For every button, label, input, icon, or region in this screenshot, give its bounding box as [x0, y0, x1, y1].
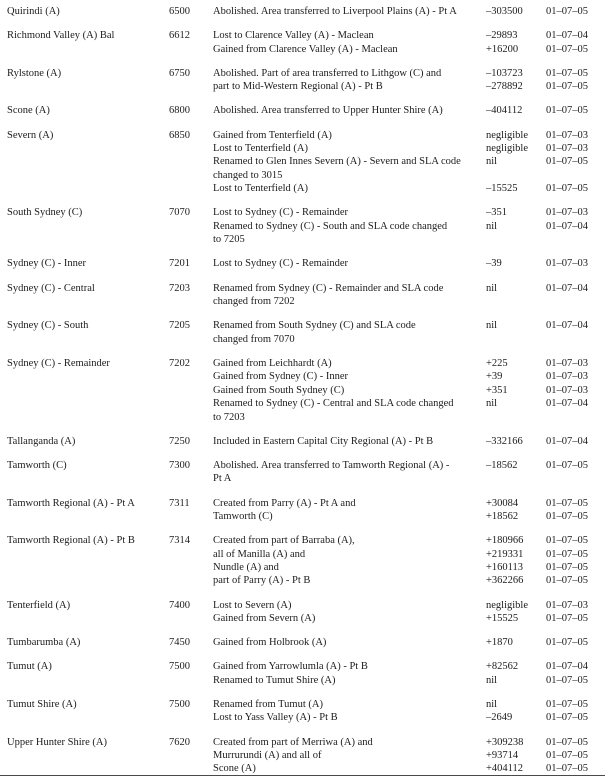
adjustment-cell — [486, 411, 546, 424]
description-cell: changed from 7202 — [213, 296, 295, 308]
date-cell: 01–07–05 — [546, 535, 588, 547]
area-name-cell: Severn (A) — [7, 129, 54, 141]
change-line — [213, 762, 605, 775]
code-cell: 7311 — [169, 497, 190, 509]
change-line — [213, 561, 605, 574]
code-cell: 7250 — [169, 435, 190, 447]
description-cell: Renamed from South Sydney (C) and SLA code — [213, 320, 416, 332]
adjustment-cell: –351 — [486, 207, 507, 219]
date-cell: 01–07–05 — [546, 712, 588, 724]
table-row — [7, 534, 605, 588]
code-cell: 6612 — [169, 30, 190, 42]
change-lines — [213, 104, 605, 117]
change-line — [213, 574, 605, 587]
change-line — [213, 169, 605, 182]
change-lines — [213, 206, 605, 246]
date-cell: 01–07–05 — [546, 6, 588, 17]
description-cell: Created from part of Barraba (A), — [213, 535, 355, 547]
adjustment-cell: –404112 — [486, 105, 523, 117]
adjustment-cell — [486, 333, 546, 346]
adjustment-cell: –103723 — [486, 67, 523, 79]
adjustment-cell: +351 — [486, 384, 508, 396]
adjustment-cell: –18562 — [486, 459, 518, 471]
change-line — [213, 333, 605, 346]
description-cell: Lost to Severn (A) — [213, 599, 292, 611]
description-cell: Lost to Tenterfield (A) — [213, 143, 309, 155]
change-line — [213, 5, 605, 18]
area-name-cell: Richmond Valley (A) Bal — [7, 30, 115, 42]
change-line — [213, 698, 605, 711]
description-cell: Gained from South Sydney (C) — [213, 384, 345, 396]
area-name-cell: Sydney (C) - Central — [7, 282, 95, 294]
adjustment-cell: +93714 — [486, 750, 519, 761]
description-cell: to 7205 — [213, 234, 245, 246]
change-line — [213, 182, 605, 195]
change-lines — [213, 29, 605, 56]
adjustment-cell: +160113 — [486, 561, 524, 573]
description-cell: Abolished. Area transferred to Tamworth Regional (A) - — [213, 459, 450, 471]
description-cell: Created from part of Merriwa (A) and — [213, 736, 373, 748]
date-cell: 01–07–04 — [546, 282, 588, 294]
adjustment-cell: nil — [486, 282, 498, 294]
adjustment-cell: negligible — [486, 143, 528, 155]
change-lines — [213, 319, 605, 346]
description-cell: Gained from Tenterfield (A) — [213, 129, 332, 141]
date-cell: 01–07–03 — [546, 143, 588, 155]
change-line — [213, 370, 605, 383]
date-cell: 01–07–03 — [546, 599, 588, 611]
area-name-cell: Sydney (C) - Inner — [7, 258, 87, 270]
date-cell: 01–07–04 — [546, 661, 588, 673]
change-lines — [213, 599, 605, 626]
date-cell: 01–07–03 — [546, 207, 588, 219]
adjustment-cell — [486, 169, 546, 182]
adjustment-cell: nil — [486, 156, 498, 168]
change-lines — [213, 67, 605, 94]
table-row — [7, 435, 605, 448]
change-line — [213, 534, 605, 547]
date-cell: 01–07–05 — [546, 674, 588, 686]
adjustment-cell: +225 — [486, 357, 508, 369]
change-line — [213, 472, 605, 485]
description-cell: Gained from Sydney (C) - Inner — [213, 371, 349, 383]
code-cell: 7205 — [169, 320, 190, 332]
table-row — [7, 599, 605, 626]
code-cell: 6500 — [169, 6, 190, 17]
code-cell: 7620 — [169, 736, 190, 748]
code-cell: 7203 — [169, 282, 190, 294]
adjustment-cell: –278892 — [486, 81, 523, 93]
date-cell — [546, 295, 605, 308]
date-cell: 01–07–04 — [546, 398, 588, 410]
change-lines — [213, 357, 605, 424]
table-row — [7, 104, 605, 117]
date-cell: 01–07–03 — [546, 258, 588, 270]
adjustment-cell: –303500 — [486, 6, 523, 17]
date-cell: 01–07–05 — [546, 575, 588, 587]
area-name-cell: Tumut Shire (A) — [7, 698, 77, 710]
change-line — [213, 599, 605, 612]
change-lines — [213, 5, 605, 18]
adjustment-cell: negligible — [486, 599, 528, 611]
date-cell — [546, 472, 605, 485]
adjustment-cell: nil — [486, 398, 498, 410]
table-row — [7, 736, 605, 776]
description-cell: to 7203 — [213, 411, 245, 423]
description-cell: Gained from Severn (A) — [213, 612, 316, 624]
adjustment-cell: +1870 — [486, 637, 513, 649]
change-line — [213, 548, 605, 561]
code-cell: 6800 — [169, 105, 190, 117]
description-cell: Renamed to Sydney (C) - Central and SLA code changed — [213, 398, 454, 410]
change-line — [213, 736, 605, 749]
adjustment-cell: +30084 — [486, 497, 519, 509]
description-cell: Gained from Holbrook (A) — [213, 637, 327, 649]
table-row — [7, 67, 605, 94]
change-line — [213, 142, 605, 155]
table-row — [7, 5, 605, 18]
date-cell: 01–07–03 — [546, 371, 588, 383]
area-name-cell: Upper Hunter Shire (A) — [7, 736, 108, 748]
change-line — [213, 295, 605, 308]
date-cell — [546, 233, 605, 246]
table-row — [7, 636, 605, 649]
table-row — [7, 497, 605, 524]
change-line — [213, 674, 605, 687]
adjustment-cell: nil — [486, 320, 498, 332]
area-name-cell: Tamworth Regional (A) - Pt A — [7, 497, 135, 509]
code-cell: 6750 — [169, 67, 190, 79]
table-row — [7, 206, 605, 246]
area-name-cell: Tamworth Regional (A) - Pt B — [7, 535, 135, 547]
area-name-cell: Tumbarumba (A) — [7, 637, 81, 649]
date-cell — [546, 169, 605, 182]
description-cell: Renamed to Glen Innes Severn (A) - Severn and SLA code — [213, 156, 461, 168]
adjustment-cell: +362266 — [486, 575, 524, 587]
date-cell: 01–07–05 — [546, 763, 588, 775]
adjustment-cell: –15525 — [486, 183, 518, 195]
description-cell: Abolished. Part of area transferred to Lithgow (C) and — [213, 67, 442, 79]
code-cell: 7300 — [169, 459, 190, 471]
area-name-cell: Tallanganda (A) — [7, 435, 76, 447]
change-line — [213, 660, 605, 673]
code-cell: 7400 — [169, 599, 190, 611]
date-cell: 01–07–05 — [546, 459, 588, 471]
change-lines — [213, 459, 605, 486]
area-name-cell: Rylstone (A) — [7, 67, 62, 79]
area-name-cell: Quirindi (A) — [7, 6, 60, 17]
table-row — [7, 319, 605, 346]
description-cell: part to Mid-Western Regional (A) - Pt B — [213, 81, 383, 93]
change-line — [213, 67, 605, 80]
change-line — [213, 233, 605, 246]
adjustment-cell: nil — [486, 674, 498, 686]
code-cell: 7500 — [169, 661, 190, 673]
description-cell: Abolished. Area transferred to Upper Hunter Shire (A) — [213, 105, 443, 117]
description-cell: Created from Parry (A) - Pt A and — [213, 497, 356, 509]
date-cell: 01–07–05 — [546, 510, 588, 522]
date-cell: 01–07–05 — [546, 105, 588, 117]
table-row — [7, 257, 605, 270]
description-cell: Lost to Sydney (C) - Remainder — [213, 258, 349, 270]
change-lines — [213, 497, 605, 524]
adjustment-cell: +309238 — [486, 736, 524, 748]
adjustment-cell: +180966 — [486, 535, 524, 547]
change-line — [213, 206, 605, 219]
change-lines — [213, 435, 605, 448]
change-lines — [213, 660, 605, 687]
date-cell: 01–07–05 — [546, 156, 588, 168]
adjustment-cell: +39 — [486, 371, 503, 383]
change-lines — [213, 282, 605, 309]
description-cell: Included in Eastern Capital City Regional (A) - Pt B — [213, 435, 434, 447]
code-cell: 7201 — [169, 258, 190, 270]
date-cell: 01–07–03 — [546, 384, 588, 396]
description-cell: changed from 7070 — [213, 333, 295, 345]
date-cell: 01–07–05 — [546, 736, 588, 748]
date-cell: 01–07–05 — [546, 67, 588, 79]
change-lines — [213, 534, 605, 588]
adjustment-cell: +404112 — [486, 763, 524, 775]
description-cell: Renamed to Sydney (C) - South and SLA code changed — [213, 220, 448, 232]
date-cell: 01–07–05 — [546, 561, 588, 573]
date-cell: 01–07–05 — [546, 43, 588, 55]
table-row — [7, 698, 605, 725]
date-cell: 01–07–05 — [546, 698, 588, 710]
date-cell: 01–07–05 — [546, 750, 588, 761]
change-line — [213, 435, 605, 448]
change-line — [213, 711, 605, 724]
table-row — [7, 282, 605, 309]
date-cell: 01–07–05 — [546, 81, 588, 93]
description-cell: Lost to Sydney (C) - Remainder — [213, 207, 349, 219]
description-cell: Lost to Clarence Valley (A) - Maclean — [213, 30, 374, 42]
description-cell: Tamworth (C) — [213, 510, 273, 522]
change-line — [213, 282, 605, 295]
date-cell: 01–07–03 — [546, 357, 588, 369]
table-row — [7, 129, 605, 196]
description-cell: Renamed to Tumut Shire (A) — [213, 674, 336, 686]
change-line — [213, 43, 605, 56]
table-row — [7, 29, 605, 56]
adjustment-cell — [486, 295, 546, 308]
change-lines — [213, 257, 605, 270]
area-name-cell: Tumut (A) — [7, 661, 52, 673]
area-name-cell: South Sydney (C) — [7, 207, 83, 219]
adjustment-cell: nil — [486, 698, 498, 710]
description-cell: all of Manilla (A) and — [213, 548, 306, 560]
date-cell: 01–07–05 — [546, 548, 588, 560]
change-lines — [213, 736, 605, 776]
change-lines — [213, 636, 605, 649]
description-cell: Abolished. Area transferred to Liverpool Plains (A) - Pt A — [213, 6, 457, 17]
adjustment-cell: +18562 — [486, 510, 519, 522]
description-cell: part of Parry (A) - Pt B — [213, 575, 311, 587]
changes-table — [7, 5, 605, 776]
change-line — [213, 129, 605, 142]
change-line — [213, 80, 605, 93]
description-cell: Pt A — [213, 473, 232, 485]
change-line — [213, 612, 605, 625]
adjustment-cell — [486, 233, 546, 246]
change-line — [213, 29, 605, 42]
change-line — [213, 319, 605, 332]
adjustment-cell: +15525 — [486, 612, 519, 624]
adjustment-cell — [486, 472, 546, 485]
date-cell: 01–07–04 — [546, 30, 588, 42]
change-lines — [213, 698, 605, 725]
description-cell: Scone (A) — [213, 763, 256, 775]
date-cell: 01–07–04 — [546, 435, 588, 447]
area-name-cell: Sydney (C) - Remainder — [7, 357, 110, 369]
change-line — [213, 104, 605, 117]
description-cell: Lost to Tenterfield (A) — [213, 183, 309, 195]
change-line — [213, 459, 605, 472]
adjustment-cell: –2649 — [486, 712, 513, 724]
change-lines — [213, 129, 605, 196]
adjustment-cell: –29893 — [486, 30, 518, 42]
code-cell: 7500 — [169, 698, 190, 710]
code-cell: 7070 — [169, 207, 190, 219]
change-line — [213, 749, 605, 762]
date-cell — [546, 411, 605, 424]
adjustment-cell: –39 — [486, 258, 502, 270]
table-row — [7, 357, 605, 424]
table-row — [7, 660, 605, 687]
adjustment-cell: +16200 — [486, 43, 519, 55]
area-name-cell: Tamworth (C) — [7, 459, 67, 471]
date-cell: 01–07–05 — [546, 497, 588, 509]
area-name-cell: Tenterfield (A) — [7, 599, 71, 611]
code-cell: 6850 — [169, 129, 190, 141]
code-cell: 7450 — [169, 637, 190, 649]
date-cell: 01–07–05 — [546, 637, 588, 649]
description-cell: Nundle (A) and — [213, 561, 279, 573]
date-cell: 01–07–03 — [546, 129, 588, 141]
area-name-cell: Scone (A) — [7, 105, 50, 117]
code-cell: 7314 — [169, 535, 190, 547]
change-line — [213, 155, 605, 168]
change-line — [213, 397, 605, 410]
date-cell — [546, 333, 605, 346]
description-cell: Gained from Leichhardt (A) — [213, 357, 332, 369]
change-line — [213, 220, 605, 233]
description-cell: Renamed from Tumut (A) — [213, 698, 323, 710]
description-cell: changed to 3015 — [213, 169, 283, 181]
table-row — [7, 459, 605, 486]
date-cell: 01–07–05 — [546, 183, 588, 195]
description-cell: Murrurundi (A) and all of — [213, 750, 322, 761]
adjustment-cell: +219331 — [486, 548, 524, 560]
description-cell: Gained from Clarence Valley (A) - Maclean — [213, 43, 398, 55]
adjustment-cell: negligible — [486, 129, 528, 141]
description-cell: Gained from Yarrowlumla (A) - Pt B — [213, 661, 368, 673]
code-cell: 7202 — [169, 357, 190, 369]
change-line — [213, 636, 605, 649]
area-name-cell: Sydney (C) - South — [7, 320, 89, 332]
adjustment-cell: nil — [486, 220, 498, 232]
date-cell: 01–07–04 — [546, 320, 588, 332]
change-line — [213, 384, 605, 397]
description-cell: Renamed from Sydney (C) - Remainder and SLA code — [213, 282, 444, 294]
change-line — [213, 357, 605, 370]
date-cell: 01–07–04 — [546, 220, 588, 232]
description-cell: Lost to Yass Valley (A) - Pt B — [213, 712, 338, 724]
adjustment-cell: +82562 — [486, 661, 519, 673]
change-line — [213, 497, 605, 510]
date-cell: 01–07–05 — [546, 612, 588, 624]
change-line — [213, 411, 605, 424]
change-line — [213, 257, 605, 270]
change-line — [213, 510, 605, 523]
adjustment-cell: –332166 — [486, 435, 523, 447]
